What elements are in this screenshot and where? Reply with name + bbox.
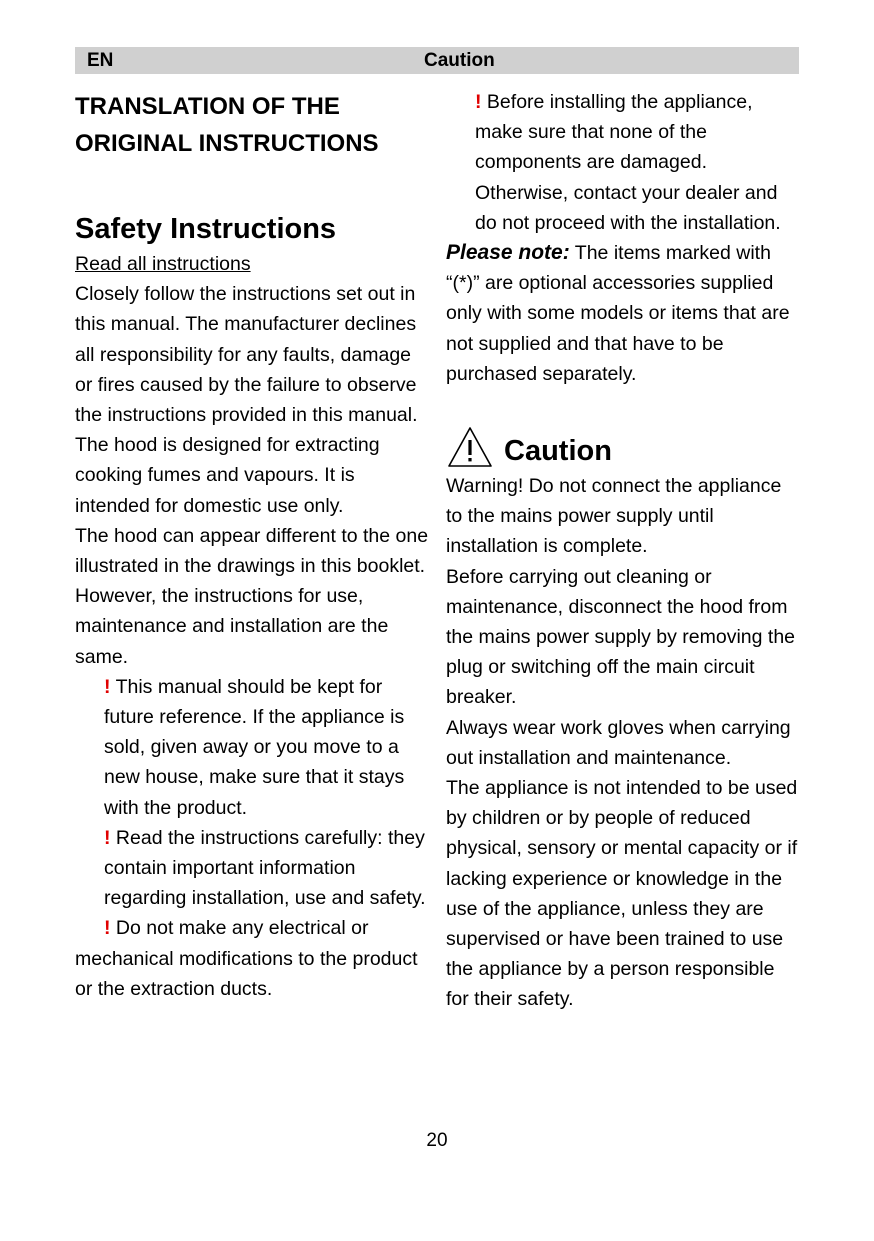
language-label: EN bbox=[87, 50, 114, 71]
right-column bbox=[446, 87, 802, 1015]
warning-triangle-icon bbox=[446, 425, 494, 469]
caution-heading: Caution bbox=[504, 435, 612, 468]
doc-title-line-1: TRANSLATION OF THE bbox=[75, 93, 340, 120]
warning-disconnect-before-cleaning: Before carrying out cleaning or maintenance, disconnect the hood from the mains power supply by removing the plug or switching off the main circuit breaker. bbox=[446, 565, 796, 709]
read-all-instructions-subheading: Read all instructions bbox=[75, 253, 251, 275]
bullet-text: Read the instructions carefully: they contain important information regarding installation, use and safety. bbox=[104, 826, 426, 910]
please-note-paragraph bbox=[446, 238, 802, 389]
bullet-no-modifications bbox=[75, 913, 430, 1004]
doc-title-line-2: ORIGINAL INSTRUCTIONS bbox=[75, 130, 379, 157]
left-column bbox=[75, 88, 430, 1004]
warning-wear-gloves: Always wear work gloves when carrying out installation and maintenance. bbox=[446, 716, 791, 769]
exclamation-icon: ! bbox=[104, 826, 111, 849]
caution-heading-row bbox=[446, 421, 802, 471]
intro-paragraph: Closely follow the instructions set out in this manual. The manufacturer declines all responsibility for any faults, damage or fires caused by the failure to observe the instructions provided in this manual. The hood is designed for extracting cooking fumes and vapours. It is intended for domestic use only. bbox=[75, 283, 418, 517]
exclamation-icon: ! bbox=[475, 91, 482, 113]
please-note-text: The items marked with “(*)” are optional accessories supplied only with some models or items that are not supplied and that have to be purchased separately. bbox=[446, 242, 790, 385]
warning-children-use: The appliance is not intended to be used by children or by people of reduced physical, sensory or mental capacity or if lacking experience or knowledge in the use of the appliance, unless they are supervised or have been trained to use the appliance by a person responsible for their safety. bbox=[446, 777, 798, 1011]
exclamation-icon: ! bbox=[104, 917, 111, 940]
spacer bbox=[75, 162, 430, 209]
warning-do-not-connect: Warning! Do not connect the appliance to the mains power supply until installation is complete. bbox=[446, 475, 782, 558]
appearance-paragraph: The hood can appear different to the one illustrated in the drawings in this booklet. However, the instructions for use, maintenance and installation are the same. bbox=[75, 524, 429, 668]
please-note-label: Please note: bbox=[446, 241, 570, 265]
bullet-check-components bbox=[446, 87, 802, 238]
exclamation-icon: ! bbox=[104, 675, 111, 698]
page-header-bar bbox=[75, 47, 799, 74]
bullet-keep-manual bbox=[75, 672, 430, 823]
bullet-text: Do not make any electrical or mechanical modifications to the product or the extraction ducts. bbox=[75, 917, 418, 1000]
page-number: 20 bbox=[426, 1130, 448, 1151]
bullet-text: This manual should be kept for future reference. If the appliance is sold, given away or you move to a new house, make sure that it stays with the product. bbox=[104, 675, 405, 819]
safety-instructions-heading: Safety Instructions bbox=[75, 213, 337, 245]
bullet-text: Before installing the appliance, make sure that none of the components are damaged. Otherwise, contact your dealer and do not proceed with the installation. bbox=[475, 91, 781, 234]
section-title: Caution bbox=[424, 50, 495, 71]
bullet-read-carefully bbox=[75, 823, 430, 914]
